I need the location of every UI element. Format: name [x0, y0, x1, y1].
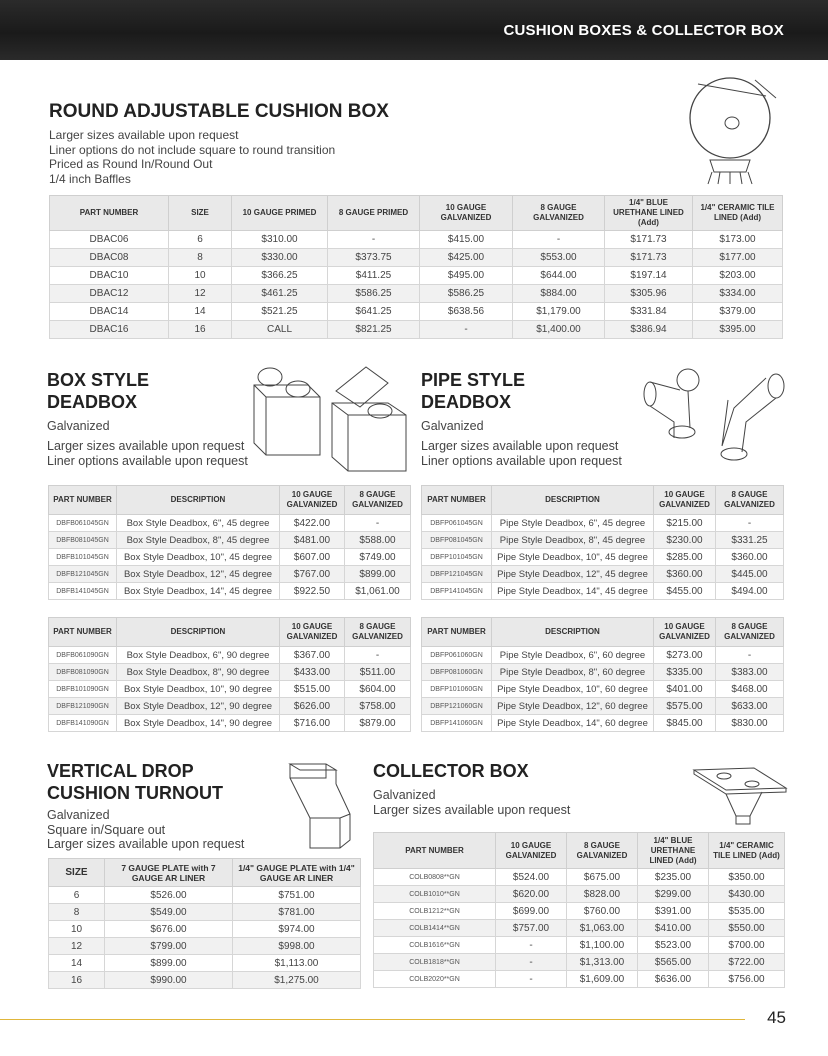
table-cell: $197.14: [605, 267, 693, 285]
table-cell: Box Style Deadbox, 14", 90 degree: [117, 715, 280, 732]
table-row: [49, 715, 411, 732]
table-cell: $604.00: [345, 681, 411, 698]
col-header: 8 GAUGE GALVANIZED: [513, 196, 605, 231]
table-cell: $350.00: [709, 869, 785, 886]
table-cell: $922.50: [280, 583, 345, 600]
table-cell: $299.00: [638, 886, 709, 903]
table-row: [374, 954, 785, 971]
table-cell: $1,113.00: [233, 955, 361, 972]
table-cell: COLB0808**GN: [374, 869, 496, 886]
table-cell: $425.00: [420, 249, 513, 267]
table-cell: Pipe Style Deadbox, 6", 45 degree: [492, 515, 654, 532]
table-cell: $799.00: [105, 938, 233, 955]
table-cell: $334.00: [693, 285, 783, 303]
table-cell: $676.00: [105, 921, 233, 938]
table-cell: $495.00: [420, 267, 513, 285]
table-row: [50, 303, 783, 321]
table-cell: $468.00: [716, 681, 784, 698]
table-cell: $1,313.00: [567, 954, 638, 971]
table-row: [374, 886, 785, 903]
table-cell: $494.00: [716, 583, 784, 600]
table-cell: $367.00: [280, 647, 345, 664]
table-row: [374, 937, 785, 954]
table-cell: $699.00: [496, 903, 567, 920]
table-cell: 8: [49, 904, 105, 921]
table-cell: $626.00: [280, 698, 345, 715]
table-row: [422, 664, 784, 681]
table-row: [49, 647, 411, 664]
table-cell: $757.00: [496, 920, 567, 937]
table-cell: DBFP141060GN: [422, 715, 492, 732]
table-cell: $481.00: [280, 532, 345, 549]
table-row: [374, 903, 785, 920]
table-cell: DBFB081045GN: [49, 532, 117, 549]
table-cell: $586.25: [328, 285, 420, 303]
pipe-desc: Larger sizes available upon request Liner options available upon request: [421, 439, 622, 468]
table-cell: $1,061.00: [345, 583, 411, 600]
table-cell: $1,100.00: [567, 937, 638, 954]
table-row: [422, 647, 784, 664]
pipe-deadbox-illustration: [638, 366, 790, 478]
table-cell: DBAC08: [50, 249, 169, 267]
table-cell: $373.75: [328, 249, 420, 267]
col-header: 10 GAUGE PRIMED: [232, 196, 328, 231]
table-cell: 14: [49, 955, 105, 972]
table-cell: $758.00: [345, 698, 411, 715]
table-cell: DBFP121060GN: [422, 698, 492, 715]
table-cell: COLB1616**GN: [374, 937, 496, 954]
table-cell: $526.00: [105, 887, 233, 904]
table-row: [50, 285, 783, 303]
table-cell: $767.00: [280, 566, 345, 583]
pipe-45-table: PART NUMBER DESCRIPTION 10 GAUGE GALVANIZED 8 GAUGE GALVANIZED DBFP061045GN Pipe Style Deadbox, 6", 45 degree $215.00 - DBFP081045GN Pipe Style Deadbox, 8", 45 degree $230.00 $331.25 DBFP101045GN Pipe Style Deadbox, 10", 45 degree $285.00 $360.00 DBFP121045GN Pipe Style Deadbox, 12", 45 degree $360.00 $445.00 DBFP141045GN Pipe Style Deadbox, 14", 45 degree $455.00 $494.00: [421, 485, 784, 600]
table-cell: $386.94: [605, 321, 693, 339]
table-cell: Pipe Style Deadbox, 8", 45 degree: [492, 532, 654, 549]
pipe-title: PIPE STYLE DEADBOX: [421, 370, 526, 412]
table-cell: $515.00: [280, 681, 345, 698]
table-cell: $749.00: [345, 549, 411, 566]
table-cell: $511.00: [345, 664, 411, 681]
table-cell: $430.00: [709, 886, 785, 903]
collector-table: PART NUMBER 10 GAUGE GALVANIZED 8 GAUGE GALVANIZED 1/4" BLUE URETHANE LINED (Add) 1/4" CERAMIC TILE LINED (Add) COLB0808**GN $524.00 $675.00 $235.00 $350.00 COLB1010**GN $620.00 $828.00 $299.00 $430.00 COLB1212**GN $699.00 $760.00 $391.00 $535.00 COLB1414**GN $757.00 $1,063.00 $410.00 $550.00 COLB1616**GN - $1,100.00 $523.00 $700.00 COLB1818**GN - $1,313.00 $565.00 $722.00 COLB2020**GN - $1,609.00 $636.00 $756.00: [373, 832, 785, 988]
table-row: [49, 566, 411, 583]
table-row: [49, 515, 411, 532]
table-cell: 6: [169, 231, 232, 249]
table-cell: $700.00: [709, 937, 785, 954]
collector-box-illustration: [690, 764, 790, 828]
box-title: BOX STYLE DEADBOX: [47, 370, 150, 412]
table-cell: DBFP101060GN: [422, 681, 492, 698]
table-row: [49, 921, 361, 938]
table-cell: $461.25: [232, 285, 328, 303]
table-cell: $305.96: [605, 285, 693, 303]
table-cell: Box Style Deadbox, 12", 45 degree: [117, 566, 280, 583]
table-cell: $1,063.00: [567, 920, 638, 937]
table-row: [49, 904, 361, 921]
collector-title: COLLECTOR BOX: [373, 761, 529, 781]
table-cell: DBFB141090GN: [49, 715, 117, 732]
table-cell: 16: [49, 972, 105, 989]
table-cell: DBFB081090GN: [49, 664, 117, 681]
table-cell: DBAC16: [50, 321, 169, 339]
table-cell: CALL: [232, 321, 328, 339]
table-cell: $821.25: [328, 321, 420, 339]
table-cell: DBFB101090GN: [49, 681, 117, 698]
table-row: [422, 532, 784, 549]
table-cell: $203.00: [693, 267, 783, 285]
table-cell: 16: [169, 321, 232, 339]
table-cell: COLB1010**GN: [374, 886, 496, 903]
table-row: [50, 231, 783, 249]
table-cell: $535.00: [709, 903, 785, 920]
table-cell: Box Style Deadbox, 14", 45 degree: [117, 583, 280, 600]
table-cell: $422.00: [280, 515, 345, 532]
table-cell: $391.00: [638, 903, 709, 920]
col-header: 1/4" BLUE URETHANE LINED (Add): [605, 196, 693, 231]
table-row: [50, 321, 783, 339]
table-cell: COLB1212**GN: [374, 903, 496, 920]
table-cell: DBFP141045GN: [422, 583, 492, 600]
vertical-drop-illustration: [282, 758, 362, 858]
table-cell: $884.00: [513, 285, 605, 303]
table-cell: $285.00: [654, 549, 716, 566]
table-cell: $760.00: [567, 903, 638, 920]
table-cell: -: [496, 954, 567, 971]
table-cell: DBAC14: [50, 303, 169, 321]
table-cell: DBFB121045GN: [49, 566, 117, 583]
table-cell: DBAC06: [50, 231, 169, 249]
table-row: [49, 532, 411, 549]
table-cell: 14: [169, 303, 232, 321]
table-row: [374, 920, 785, 937]
table-cell: DBFB121090GN: [49, 698, 117, 715]
page-number: 45: [767, 1008, 786, 1027]
table-cell: $335.00: [654, 664, 716, 681]
round-cushion-box-illustration: [680, 68, 790, 190]
table-cell: $177.00: [693, 249, 783, 267]
table-cell: $331.25: [716, 532, 784, 549]
table-cell: -: [345, 647, 411, 664]
table-cell: $641.25: [328, 303, 420, 321]
table-cell: DBFP061045GN: [422, 515, 492, 532]
table-row: [422, 715, 784, 732]
table-row: [49, 887, 361, 904]
table-cell: $879.00: [345, 715, 411, 732]
box-90-table: PART NUMBER DESCRIPTION 10 GAUGE GALVANIZED 8 GAUGE GALVANIZED DBFB061090GN Box Style Deadbox, 6", 90 degree $367.00 - DBFB081090GN Box Style Deadbox, 8", 90 degree $433.00 $511.00 DBFB101090GN Box Style Deadbox, 10", 90 degree $515.00 $604.00 DBFB121090GN Box Style Deadbox, 12", 90 degree $626.00 $758.00 DBFB141090GN Box Style Deadbox, 14", 90 degree $716.00 $879.00: [48, 617, 411, 732]
table-cell: $171.73: [605, 231, 693, 249]
table-cell: Box Style Deadbox, 6", 90 degree: [117, 647, 280, 664]
table-cell: $620.00: [496, 886, 567, 903]
round-price-table: [49, 195, 783, 339]
table-cell: 12: [169, 285, 232, 303]
table-cell: $1,400.00: [513, 321, 605, 339]
table-cell: Box Style Deadbox, 12", 90 degree: [117, 698, 280, 715]
table-row: [422, 566, 784, 583]
table-cell: $360.00: [716, 549, 784, 566]
table-row: [50, 267, 783, 285]
table-cell: $722.00: [709, 954, 785, 971]
table-cell: 12: [49, 938, 105, 955]
vertical-table: SIZE 7 GAUGE PLATE with 7 GAUGE AR LINER 1/4" GAUGE PLATE with 1/4" GAUGE AR LINER 6 $526.00 $751.00 8 $549.00 $781.00 10 $676.00 $974.00 12 $799.00 $998.00 14 $899.00 $1,113.00 16 $990.00 $1,275.00: [48, 858, 361, 989]
box-deadbox-illustration: [248, 363, 418, 475]
table-row: [422, 698, 784, 715]
table-cell: $273.00: [654, 647, 716, 664]
table-cell: 6: [49, 887, 105, 904]
table-cell: COLB1818**GN: [374, 954, 496, 971]
table-cell: COLB2020**GN: [374, 971, 496, 988]
table-cell: $310.00: [232, 231, 328, 249]
vertical-desc: Galvanized Square in/Square out Larger sizes available upon request: [47, 808, 245, 851]
table-cell: Pipe Style Deadbox, 10", 60 degree: [492, 681, 654, 698]
table-cell: $998.00: [233, 938, 361, 955]
table-cell: DBFP101045GN: [422, 549, 492, 566]
table-cell: $974.00: [233, 921, 361, 938]
table-cell: $455.00: [654, 583, 716, 600]
table-cell: $215.00: [654, 515, 716, 532]
round-title: ROUND ADJUSTABLE CUSHION BOX: [49, 101, 389, 122]
table-cell: $366.25: [232, 267, 328, 285]
table-row: [49, 972, 361, 989]
box-sub: Galvanized: [47, 419, 110, 433]
table-cell: Box Style Deadbox, 10", 90 degree: [117, 681, 280, 698]
table-cell: $1,609.00: [567, 971, 638, 988]
table-cell: Box Style Deadbox, 10", 45 degree: [117, 549, 280, 566]
table-cell: $523.00: [638, 937, 709, 954]
table-cell: DBFB101045GN: [49, 549, 117, 566]
table-cell: Pipe Style Deadbox, 6", 60 degree: [492, 647, 654, 664]
table-cell: Box Style Deadbox, 8", 90 degree: [117, 664, 280, 681]
page-header: [0, 0, 828, 60]
table-cell: $330.00: [232, 249, 328, 267]
pipe-sub: Galvanized: [421, 419, 484, 433]
collector-desc: Galvanized Larger sizes available upon request: [373, 788, 571, 817]
table-cell: $235.00: [638, 869, 709, 886]
table-cell: $550.00: [709, 920, 785, 937]
table-row: [49, 938, 361, 955]
table-row: [49, 549, 411, 566]
col-header: 1/4" CERAMIC TILE LINED (Add): [693, 196, 783, 231]
table-cell: Pipe Style Deadbox, 12", 45 degree: [492, 566, 654, 583]
table-row: [422, 549, 784, 566]
table-row: [422, 583, 784, 600]
table-cell: $331.84: [605, 303, 693, 321]
table-cell: $171.73: [605, 249, 693, 267]
table-cell: $401.00: [654, 681, 716, 698]
table-cell: Pipe Style Deadbox, 14", 60 degree: [492, 715, 654, 732]
vertical-title: VERTICAL DROP CUSHION TURNOUT: [47, 761, 223, 803]
table-cell: COLB1414**GN: [374, 920, 496, 937]
pipe-60-table: PART NUMBER DESCRIPTION 10 GAUGE GALVANIZED 8 GAUGE GALVANIZED DBFP061060GN Pipe Style Deadbox, 6", 60 degree $273.00 - DBFP081060GN Pipe Style Deadbox, 8", 60 degree $335.00 $383.00 DBFP101060GN Pipe Style Deadbox, 10", 60 degree $401.00 $468.00 DBFP121060GN Pipe Style Deadbox, 12", 60 degree $575.00 $633.00 DBFP141060GN Pipe Style Deadbox, 14", 60 degree $845.00 $830.00: [421, 617, 784, 732]
table-cell: $751.00: [233, 887, 361, 904]
table-cell: DBFB141045GN: [49, 583, 117, 600]
table-cell: $588.00: [345, 532, 411, 549]
table-cell: Pipe Style Deadbox, 10", 45 degree: [492, 549, 654, 566]
table-row: [422, 515, 784, 532]
footer-rule: [0, 1019, 745, 1020]
table-cell: -: [345, 515, 411, 532]
table-cell: 8: [169, 249, 232, 267]
table-cell: -: [716, 647, 784, 664]
table-cell: $607.00: [280, 549, 345, 566]
table-row: [49, 664, 411, 681]
table-cell: $1,275.00: [233, 972, 361, 989]
table-row: [49, 583, 411, 600]
box-desc: Larger sizes available upon request Liner options available upon request: [47, 439, 248, 468]
table-cell: -: [420, 321, 513, 339]
table-row: [49, 698, 411, 715]
table-cell: Pipe Style Deadbox, 8", 60 degree: [492, 664, 654, 681]
table-cell: $845.00: [654, 715, 716, 732]
table-cell: DBFP121045GN: [422, 566, 492, 583]
table-cell: DBFP081060GN: [422, 664, 492, 681]
round-desc: Larger sizes available upon request Liner options do not include square to round transition Priced as Round In/Round Out 1/4 inch Baffles: [49, 128, 336, 186]
col-header: SIZE: [169, 196, 232, 231]
table-cell: $383.00: [716, 664, 784, 681]
table-row: [374, 869, 785, 886]
table-cell: $828.00: [567, 886, 638, 903]
table-cell: DBAC10: [50, 267, 169, 285]
table-cell: $521.25: [232, 303, 328, 321]
table-cell: $173.00: [693, 231, 783, 249]
table-cell: $395.00: [693, 321, 783, 339]
table-cell: $1,179.00: [513, 303, 605, 321]
table-cell: -: [716, 515, 784, 532]
table-cell: $899.00: [105, 955, 233, 972]
table-cell: Pipe Style Deadbox, 14", 45 degree: [492, 583, 654, 600]
table-cell: $636.00: [638, 971, 709, 988]
header-title: CUSHION BOXES & COLLECTOR BOX: [503, 22, 784, 39]
table-cell: $586.25: [420, 285, 513, 303]
table-cell: $675.00: [567, 869, 638, 886]
table-cell: -: [328, 231, 420, 249]
table-cell: $830.00: [716, 715, 784, 732]
table-cell: DBFP081045GN: [422, 532, 492, 549]
table-cell: DBAC12: [50, 285, 169, 303]
table-cell: $524.00: [496, 869, 567, 886]
table-cell: 10: [49, 921, 105, 938]
table-cell: $633.00: [716, 698, 784, 715]
table-cell: $575.00: [654, 698, 716, 715]
table-cell: $230.00: [654, 532, 716, 549]
table-cell: $781.00: [233, 904, 361, 921]
table-cell: $433.00: [280, 664, 345, 681]
table-row: [422, 681, 784, 698]
table-cell: $553.00: [513, 249, 605, 267]
table-cell: DBFP061060GN: [422, 647, 492, 664]
table-cell: -: [513, 231, 605, 249]
table-cell: $549.00: [105, 904, 233, 921]
table-cell: $360.00: [654, 566, 716, 583]
table-row: [49, 955, 361, 972]
table-cell: DBFB061045GN: [49, 515, 117, 532]
table-cell: $899.00: [345, 566, 411, 583]
table-cell: $716.00: [280, 715, 345, 732]
table-cell: $411.25: [328, 267, 420, 285]
table-cell: $644.00: [513, 267, 605, 285]
table-cell: $445.00: [716, 566, 784, 583]
table-cell: 10: [169, 267, 232, 285]
table-cell: $638.56: [420, 303, 513, 321]
box-45-table: PART NUMBER DESCRIPTION 10 GAUGE GALVANIZED 8 GAUGE GALVANIZED DBFB061045GN Box Style Deadbox, 6", 45 degree $422.00 - DBFB081045GN Box Style Deadbox, 8", 45 degree $481.00 $588.00 DBFB101045GN Box Style Deadbox, 10", 45 degree $607.00 $749.00 DBFB121045GN Box Style Deadbox, 12", 45 degree $767.00 $899.00 DBFB141045GN Box Style Deadbox, 14", 45 degree $922.50 $1,061.00: [48, 485, 411, 600]
table-cell: DBFB061090GN: [49, 647, 117, 664]
table-cell: -: [496, 937, 567, 954]
table-cell: -: [496, 971, 567, 988]
table-cell: Box Style Deadbox, 8", 45 degree: [117, 532, 280, 549]
col-header: PART NUMBER: [50, 196, 169, 231]
table-cell: $410.00: [638, 920, 709, 937]
table-cell: Pipe Style Deadbox, 12", 60 degree: [492, 698, 654, 715]
table-row: [50, 249, 783, 267]
table-cell: $415.00: [420, 231, 513, 249]
table-cell: $756.00: [709, 971, 785, 988]
col-header: 10 GAUGE GALVANIZED: [420, 196, 513, 231]
table-cell: $379.00: [693, 303, 783, 321]
table-row: [374, 971, 785, 988]
table-cell: Box Style Deadbox, 6", 45 degree: [117, 515, 280, 532]
table-cell: $990.00: [105, 972, 233, 989]
col-header: 8 GAUGE PRIMED: [328, 196, 420, 231]
table-row: [49, 681, 411, 698]
table-cell: $565.00: [638, 954, 709, 971]
